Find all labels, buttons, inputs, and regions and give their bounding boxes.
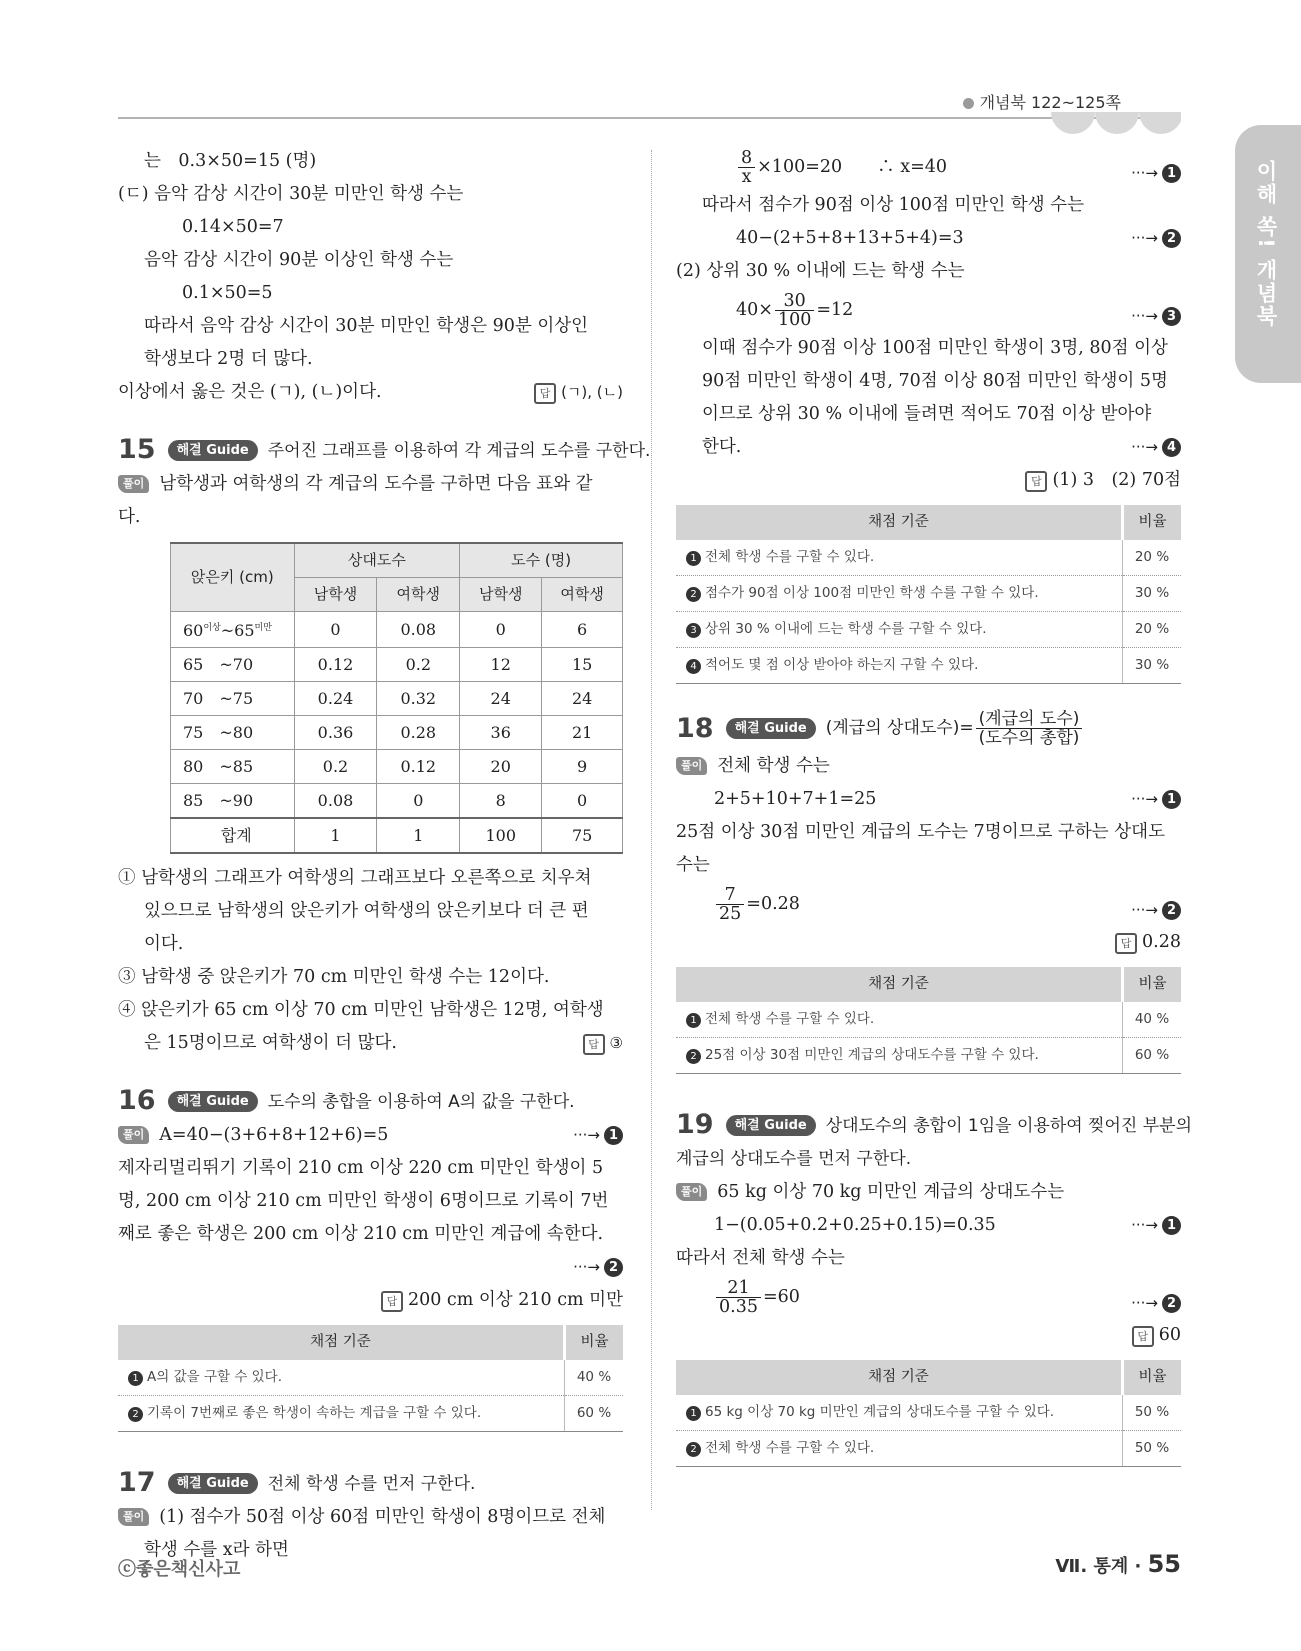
table-total-row bbox=[171, 818, 623, 853]
class-end: ~65 bbox=[220, 621, 255, 640]
page-reference-text: 개념북 122~125쪽 bbox=[979, 93, 1121, 112]
answer-icon: 답 bbox=[583, 1034, 605, 1055]
criteria-text: A의 값을 구할 수 있다. bbox=[147, 1369, 283, 1385]
denominator: (도수의 총합) bbox=[978, 727, 1080, 748]
text-line: ③ 남학생 중 앉은키가 70 cm 미만인 학생 수는 12이다. bbox=[118, 967, 550, 987]
problem-15-header bbox=[118, 433, 651, 468]
publisher-logo: ⓒ좋은책신사고 bbox=[118, 1559, 241, 1580]
answer-value: 60 bbox=[1158, 1325, 1181, 1345]
text-line: 90점 미만인 학생이 4명, 70점 이상 80점 미만인 학생이 5명 bbox=[702, 371, 1168, 391]
grading-table bbox=[676, 505, 1181, 684]
answer-value: 200 cm 이상 210 cm 미만 bbox=[407, 1290, 623, 1310]
table-cell: 15 bbox=[542, 648, 623, 682]
criteria-rate: 30 % bbox=[1123, 576, 1182, 612]
equation-rest: ×100=20 ∴ x=40 bbox=[757, 156, 948, 177]
table-cell: 65 ~70 bbox=[171, 648, 295, 682]
step-marker bbox=[1131, 157, 1181, 190]
criteria-number: 1 bbox=[128, 1371, 143, 1386]
problem-17-header bbox=[118, 1466, 623, 1501]
criteria-text: 전체 학생 수를 구할 수 있다. bbox=[705, 1011, 875, 1027]
text-line: 제자리멀리뛰기 기록이 210 cm 이상 220 cm 미만인 학생이 5 bbox=[118, 1158, 604, 1178]
table-header-girl: 여학생 bbox=[542, 578, 623, 612]
table-cell: 0 bbox=[294, 612, 377, 648]
equation-line bbox=[676, 222, 1181, 255]
grading-header-criteria: 채점 기준 bbox=[676, 505, 1123, 540]
step-number: 1 bbox=[1162, 790, 1181, 809]
text-line: ④ 앉은키가 65 cm 이상 70 cm 미만인 남학생은 12명, 여학생 bbox=[118, 1000, 604, 1020]
problem-number: 17 bbox=[118, 1467, 156, 1498]
table-row bbox=[676, 1038, 1181, 1074]
step-marker bbox=[1131, 1209, 1181, 1242]
guide-text: 도수의 총합을 이용하여 A의 값을 구한다. bbox=[267, 1092, 575, 1112]
criteria-text: 점수가 90점 이상 100점 미만인 학생 수를 구할 수 있다. bbox=[705, 585, 1039, 601]
table-cell: 12 bbox=[460, 648, 542, 682]
criteria-number: 3 bbox=[686, 623, 701, 638]
guide-badge: 해결 Guide bbox=[168, 1473, 258, 1494]
solution-line bbox=[118, 1119, 623, 1152]
header-rule bbox=[118, 117, 1180, 119]
table-cell: 0.24 bbox=[294, 682, 377, 716]
arrow-icon: ···→ bbox=[1131, 229, 1158, 247]
solution-badge: 풀이 bbox=[118, 1126, 149, 1144]
equation: 40−(2+5+8+13+5+4)=3 bbox=[736, 228, 964, 248]
equation-line bbox=[676, 145, 1181, 189]
guide-text: 상대도수의 총합이 1임을 이용하여 찢어진 부분의 bbox=[825, 1116, 1193, 1136]
problem-number: 19 bbox=[676, 1109, 714, 1140]
table-header-boy: 남학생 bbox=[294, 578, 377, 612]
criteria-text: 적어도 몇 점 이상 받아야 하는지 구할 수 있다. bbox=[705, 657, 979, 673]
table-cell: 0.36 bbox=[294, 716, 377, 750]
text: 은 15명이므로 여학생이 더 많다. bbox=[144, 1033, 397, 1053]
criteria-text: 전체 학생 수를 구할 수 있다. bbox=[705, 1440, 875, 1456]
criteria-number: 1 bbox=[686, 551, 701, 566]
step-marker bbox=[1131, 222, 1181, 255]
problem-16-header bbox=[118, 1084, 623, 1119]
grading-table bbox=[676, 967, 1181, 1074]
table-cell: 24 bbox=[460, 682, 542, 716]
arrow-icon: ···→ bbox=[1131, 901, 1158, 919]
text-line: 째로 좋은 학생은 200 cm 이상 210 cm 미만인 계급에 속한다. bbox=[118, 1224, 604, 1244]
answer-line bbox=[676, 1319, 1181, 1352]
arrow-icon: ···→ bbox=[1131, 164, 1158, 182]
step-number: 4 bbox=[1162, 438, 1181, 457]
equation-line bbox=[676, 882, 1181, 926]
text-line: 따라서 전체 학생 수는 bbox=[676, 1248, 845, 1268]
table-cell: 85 ~90 bbox=[171, 784, 295, 819]
table-header-girl: 여학생 bbox=[377, 578, 460, 612]
fraction bbox=[716, 1279, 761, 1316]
step-number: 2 bbox=[1162, 901, 1181, 920]
conclusion-text: 이상에서 옳은 것은 (ㄱ), (ㄴ)이다. bbox=[118, 382, 382, 402]
table-cell: 합계 bbox=[171, 818, 295, 853]
table-cell: 0.2 bbox=[294, 750, 377, 784]
table-cell: 100 bbox=[460, 818, 542, 853]
table-row bbox=[171, 682, 623, 716]
equation-line bbox=[676, 1275, 1181, 1319]
guide-text: (계급의 상대도수)= bbox=[825, 717, 974, 738]
equation-line bbox=[676, 288, 1181, 332]
answer-icon: 답 bbox=[534, 383, 556, 404]
arrow-icon: ···→ bbox=[1131, 307, 1158, 325]
answer-icon: 답 bbox=[1115, 933, 1137, 954]
solution-badge: 풀이 bbox=[118, 475, 149, 493]
table-cell: 0.28 bbox=[377, 716, 460, 750]
numerator: 8 bbox=[738, 149, 755, 168]
text-line: 명, 200 cm 이상 210 cm 미만인 학생이 6명이므로 기록이 7번 bbox=[118, 1191, 609, 1211]
criteria-rate: 30 % bbox=[1123, 648, 1182, 684]
equation: 1−(0.05+0.2+0.25+0.15)=0.35 bbox=[714, 1215, 996, 1235]
table-cell: 0.12 bbox=[377, 750, 460, 784]
text-line: 는 0.3×50=15 (명) bbox=[144, 151, 317, 171]
equation: 2+5+10+7+1=25 bbox=[714, 789, 877, 809]
table-row bbox=[171, 716, 623, 750]
marker-line bbox=[118, 1251, 623, 1284]
grading-table bbox=[676, 1360, 1181, 1467]
class-sup: 미만 bbox=[254, 623, 272, 633]
criteria-number: 1 bbox=[686, 1406, 701, 1421]
text-line: 음악 감상 시간이 90분 이상인 학생 수는 bbox=[144, 250, 454, 270]
text-line bbox=[676, 431, 1181, 464]
solution-badge: 풀이 bbox=[676, 757, 707, 775]
text-line: 따라서 점수가 90점 이상 100점 미만인 학생 수는 bbox=[702, 195, 1084, 215]
problem-number: 15 bbox=[118, 434, 156, 465]
denominator: 25 bbox=[719, 903, 742, 924]
grading-header-rate: 비율 bbox=[1123, 505, 1182, 540]
step-marker bbox=[573, 1119, 623, 1152]
criteria-rate: 20 % bbox=[1123, 612, 1182, 648]
equation-rest: =12 bbox=[816, 299, 854, 320]
grading-header-criteria: 채점 기준 bbox=[118, 1325, 565, 1360]
step-number: 2 bbox=[1162, 1294, 1181, 1313]
fraction bbox=[738, 149, 755, 186]
fraction bbox=[775, 292, 814, 329]
table-cell: 36 bbox=[460, 716, 542, 750]
table-cell: 0.12 bbox=[294, 648, 377, 682]
text-line: (2) 상위 30 % 이내에 드는 학생 수는 bbox=[676, 261, 965, 281]
solution-text: 전체 학생 수는 bbox=[717, 756, 830, 776]
table-row bbox=[676, 1431, 1181, 1467]
criteria-rate: 60 % bbox=[1123, 1038, 1182, 1074]
arrow-icon: ···→ bbox=[1131, 438, 1158, 456]
criteria-number: 2 bbox=[686, 587, 701, 602]
class-start: 60 bbox=[183, 621, 204, 640]
text-line: 있으므로 남학생의 앉은키가 여학생의 앉은키보다 더 큰 편 bbox=[144, 901, 589, 921]
guide-badge: 해결 Guide bbox=[168, 1091, 258, 1112]
text-line: 이므로 상위 30 % 이내에 들려면 적어도 70점 이상 받아야 bbox=[702, 404, 1152, 424]
grading-header-criteria: 채점 기준 bbox=[676, 1360, 1123, 1395]
step-marker bbox=[1131, 783, 1181, 816]
grading-header-rate: 비율 bbox=[1123, 967, 1182, 1002]
page-reference bbox=[963, 90, 1121, 113]
answer-icon: 답 bbox=[1025, 471, 1047, 492]
table-cell: 0.32 bbox=[377, 682, 460, 716]
step-number: 1 bbox=[1162, 164, 1181, 183]
arrow-icon: ···→ bbox=[573, 1258, 600, 1276]
table-cell: 1 bbox=[294, 818, 377, 853]
table-header-class: 앉은키 (cm) bbox=[171, 543, 295, 612]
grading-header-rate: 비율 bbox=[565, 1325, 624, 1360]
answer-value: (1) 3 (2) 70점 bbox=[1052, 470, 1181, 490]
table-cell: 80 ~85 bbox=[171, 750, 295, 784]
table-row bbox=[676, 612, 1181, 648]
answer-mark bbox=[534, 376, 623, 409]
step-number: 2 bbox=[1162, 229, 1181, 248]
table-row bbox=[171, 612, 623, 648]
text-line: 다. bbox=[118, 507, 141, 527]
table-cell: 0.08 bbox=[377, 612, 460, 648]
text-line: 이다. bbox=[144, 934, 184, 954]
criteria-text: 전체 학생 수를 구할 수 있다. bbox=[705, 549, 875, 565]
equation-rest: =0.28 bbox=[746, 893, 800, 914]
table-row bbox=[676, 576, 1181, 612]
criteria-text: 상위 30 % 이내에 드는 학생 수를 구할 수 있다. bbox=[705, 621, 987, 637]
answer-line bbox=[118, 1284, 623, 1317]
table-cell bbox=[171, 612, 295, 648]
table-row bbox=[676, 1395, 1181, 1431]
answer-value: (ㄱ), (ㄴ) bbox=[561, 383, 623, 401]
answer-icon: 답 bbox=[381, 1291, 403, 1312]
table-row bbox=[118, 1360, 623, 1396]
criteria-rate: 40 % bbox=[1123, 1002, 1182, 1038]
solution-line bbox=[676, 1176, 1181, 1209]
table-row bbox=[676, 648, 1181, 684]
guide-text-continued: 계급의 상대도수를 먼저 구한다. bbox=[676, 1149, 912, 1169]
criteria-number: 2 bbox=[686, 1049, 701, 1064]
step-marker bbox=[1131, 1287, 1181, 1320]
text-line: 이때 점수가 90점 이상 100점 미만인 학생이 3명, 80점 이상 bbox=[702, 338, 1168, 358]
step-marker bbox=[1131, 894, 1181, 927]
table-cell: 0 bbox=[460, 612, 542, 648]
numerator: (계급의 도수) bbox=[976, 710, 1083, 729]
numerator: 7 bbox=[716, 886, 744, 905]
text-line: 따라서 음악 감상 시간이 30분 미만인 학생은 90분 이상인 bbox=[144, 316, 589, 336]
equation-line bbox=[676, 783, 1181, 816]
equation-pre: 40× bbox=[736, 299, 773, 320]
equation-line bbox=[676, 1209, 1181, 1242]
answer-line bbox=[676, 464, 1181, 497]
step-number: 2 bbox=[604, 1258, 623, 1277]
bullet-icon bbox=[963, 98, 974, 109]
solution-line bbox=[118, 468, 623, 501]
guide-text: 전체 학생 수를 먼저 구한다. bbox=[267, 1474, 476, 1494]
table-header-boy: 남학생 bbox=[460, 578, 542, 612]
equation: A=40−(3+6+8+12+6)=5 bbox=[159, 1125, 389, 1145]
text-line: 수는 bbox=[676, 855, 710, 875]
denominator: x bbox=[741, 166, 752, 187]
solution-text: (1) 점수가 50점 이상 60점 미만인 학생이 8명이므로 전체 bbox=[159, 1507, 606, 1527]
answer-value: ③ bbox=[609, 1034, 623, 1052]
page-number: 55 bbox=[1147, 1550, 1181, 1578]
table-cell: 9 bbox=[542, 750, 623, 784]
table-row bbox=[118, 1396, 623, 1432]
table-cell: 20 bbox=[460, 750, 542, 784]
table-row bbox=[171, 784, 623, 819]
grading-header-criteria: 채점 기준 bbox=[676, 967, 1123, 1002]
step-marker bbox=[1131, 300, 1181, 333]
denominator: 100 bbox=[777, 309, 812, 330]
table-cell: 0 bbox=[542, 784, 623, 819]
table-header-relative: 상대도수 bbox=[294, 543, 460, 578]
table-row bbox=[171, 750, 623, 784]
equation-rest: =60 bbox=[762, 1286, 800, 1307]
criteria-text: 65 kg 이상 70 kg 미만인 계급의 상대도수를 구할 수 있다. bbox=[705, 1404, 1055, 1420]
class-sup: 이상 bbox=[203, 623, 221, 633]
solution-text: 남학생과 여학생의 각 계급의 도수를 구하면 다음 표와 같 bbox=[159, 474, 593, 494]
text: 한다. bbox=[702, 437, 742, 457]
table-cell: 24 bbox=[542, 682, 623, 716]
solution-text: 65 kg 이상 70 kg 미만인 계급의 상대도수는 bbox=[717, 1182, 1065, 1202]
equation-line: 0.14×50=7 bbox=[182, 217, 284, 237]
chapter-label: Ⅶ. 통계 · bbox=[1055, 1556, 1148, 1577]
page-footer bbox=[1055, 1550, 1181, 1578]
text-line: 학생 수를 x라 하면 bbox=[144, 1540, 289, 1560]
guide-text: 주어진 그래프를 이용하여 각 계급의 도수를 구한다. bbox=[267, 441, 651, 461]
table-row bbox=[676, 540, 1181, 576]
table-cell: 75 bbox=[542, 818, 623, 853]
table-header-frequency: 도수 (명) bbox=[460, 543, 623, 578]
conclusion-line bbox=[118, 376, 623, 409]
criteria-text: 기록이 7번째로 좋은 학생이 속하는 계급을 구할 수 있다. bbox=[147, 1405, 482, 1421]
table-cell: 0.2 bbox=[377, 648, 460, 682]
equation-line: 0.1×50=5 bbox=[182, 283, 273, 303]
step-number: 1 bbox=[1162, 1216, 1181, 1235]
table-cell: 6 bbox=[542, 612, 623, 648]
step-marker bbox=[1131, 431, 1181, 464]
fraction bbox=[716, 886, 744, 923]
grading-table bbox=[118, 1325, 623, 1432]
guide-badge: 해결 Guide bbox=[726, 718, 816, 739]
criteria-number: 1 bbox=[686, 1013, 701, 1028]
solution-line bbox=[118, 1501, 623, 1534]
solution-line bbox=[676, 750, 1181, 783]
side-tab-label: 이해 쏙! 개념북 bbox=[1254, 160, 1278, 329]
header-scallop-decoration bbox=[1051, 112, 1181, 134]
text-line: 25점 이상 30점 미만인 계급의 도수는 7명이므로 구하는 상대도 bbox=[676, 822, 1165, 842]
criteria-rate: 20 % bbox=[1123, 540, 1182, 576]
step-number: 1 bbox=[604, 1126, 623, 1145]
table-row bbox=[171, 648, 623, 682]
arrow-icon: ···→ bbox=[1131, 1294, 1158, 1312]
table-cell: 1 bbox=[377, 818, 460, 853]
criteria-number: 2 bbox=[686, 1442, 701, 1457]
step-number: 3 bbox=[1162, 307, 1181, 326]
guide-badge: 해결 Guide bbox=[168, 440, 258, 461]
table-cell: 0 bbox=[377, 784, 460, 819]
problem-number: 16 bbox=[118, 1085, 156, 1116]
arrow-icon: ···→ bbox=[1131, 1216, 1158, 1234]
table-cell: 8 bbox=[460, 784, 542, 819]
side-tab bbox=[1235, 125, 1301, 383]
table-row bbox=[676, 1002, 1181, 1038]
criteria-rate: 50 % bbox=[1123, 1395, 1182, 1431]
denominator: 0.35 bbox=[719, 1296, 758, 1317]
text-line: 학생보다 2명 더 많다. bbox=[144, 349, 313, 369]
frequency-table bbox=[170, 542, 623, 854]
criteria-rate: 50 % bbox=[1123, 1431, 1182, 1467]
arrow-icon: ···→ bbox=[573, 1126, 600, 1144]
criteria-number: 2 bbox=[128, 1407, 143, 1422]
solution-badge: 풀이 bbox=[676, 1183, 707, 1201]
criteria-text: 25점 이상 30점 미만인 계급의 상대도수를 구할 수 있다. bbox=[705, 1047, 1039, 1063]
problem-19-header bbox=[676, 1108, 1193, 1143]
left-column bbox=[118, 145, 651, 1567]
table-cell: 70 ~75 bbox=[171, 682, 295, 716]
arrow-icon: ···→ bbox=[1131, 790, 1158, 808]
right-column bbox=[676, 145, 1193, 1477]
criteria-number: 4 bbox=[686, 659, 701, 674]
text-line: (ㄷ) 음악 감상 시간이 30분 미만인 학생 수는 bbox=[118, 184, 464, 204]
answer-value: 0.28 bbox=[1142, 932, 1181, 952]
table-cell: 0.08 bbox=[294, 784, 377, 819]
step-marker bbox=[573, 1251, 623, 1284]
table-cell: 75 ~80 bbox=[171, 716, 295, 750]
answer-mark bbox=[583, 1027, 623, 1060]
numerator: 30 bbox=[775, 292, 814, 311]
guide-badge: 해결 Guide bbox=[726, 1115, 816, 1136]
problem-18-header bbox=[676, 706, 1181, 750]
grading-header-rate: 비율 bbox=[1123, 1360, 1182, 1395]
solution-badge: 풀이 bbox=[118, 1508, 149, 1526]
column-divider bbox=[651, 150, 652, 1510]
numerator: 21 bbox=[716, 1279, 761, 1298]
answer-icon: 답 bbox=[1132, 1326, 1154, 1347]
problem-number: 18 bbox=[676, 712, 714, 744]
text-line: ① 남학생의 그래프가 여학생의 그래프보다 오른쪽으로 치우쳐 bbox=[118, 868, 592, 888]
answer-line bbox=[676, 926, 1181, 959]
table-cell: 21 bbox=[542, 716, 623, 750]
criteria-rate: 40 % bbox=[565, 1360, 624, 1396]
text-line bbox=[118, 1027, 623, 1060]
guide-fraction bbox=[976, 710, 1083, 747]
criteria-rate: 60 % bbox=[565, 1396, 624, 1432]
